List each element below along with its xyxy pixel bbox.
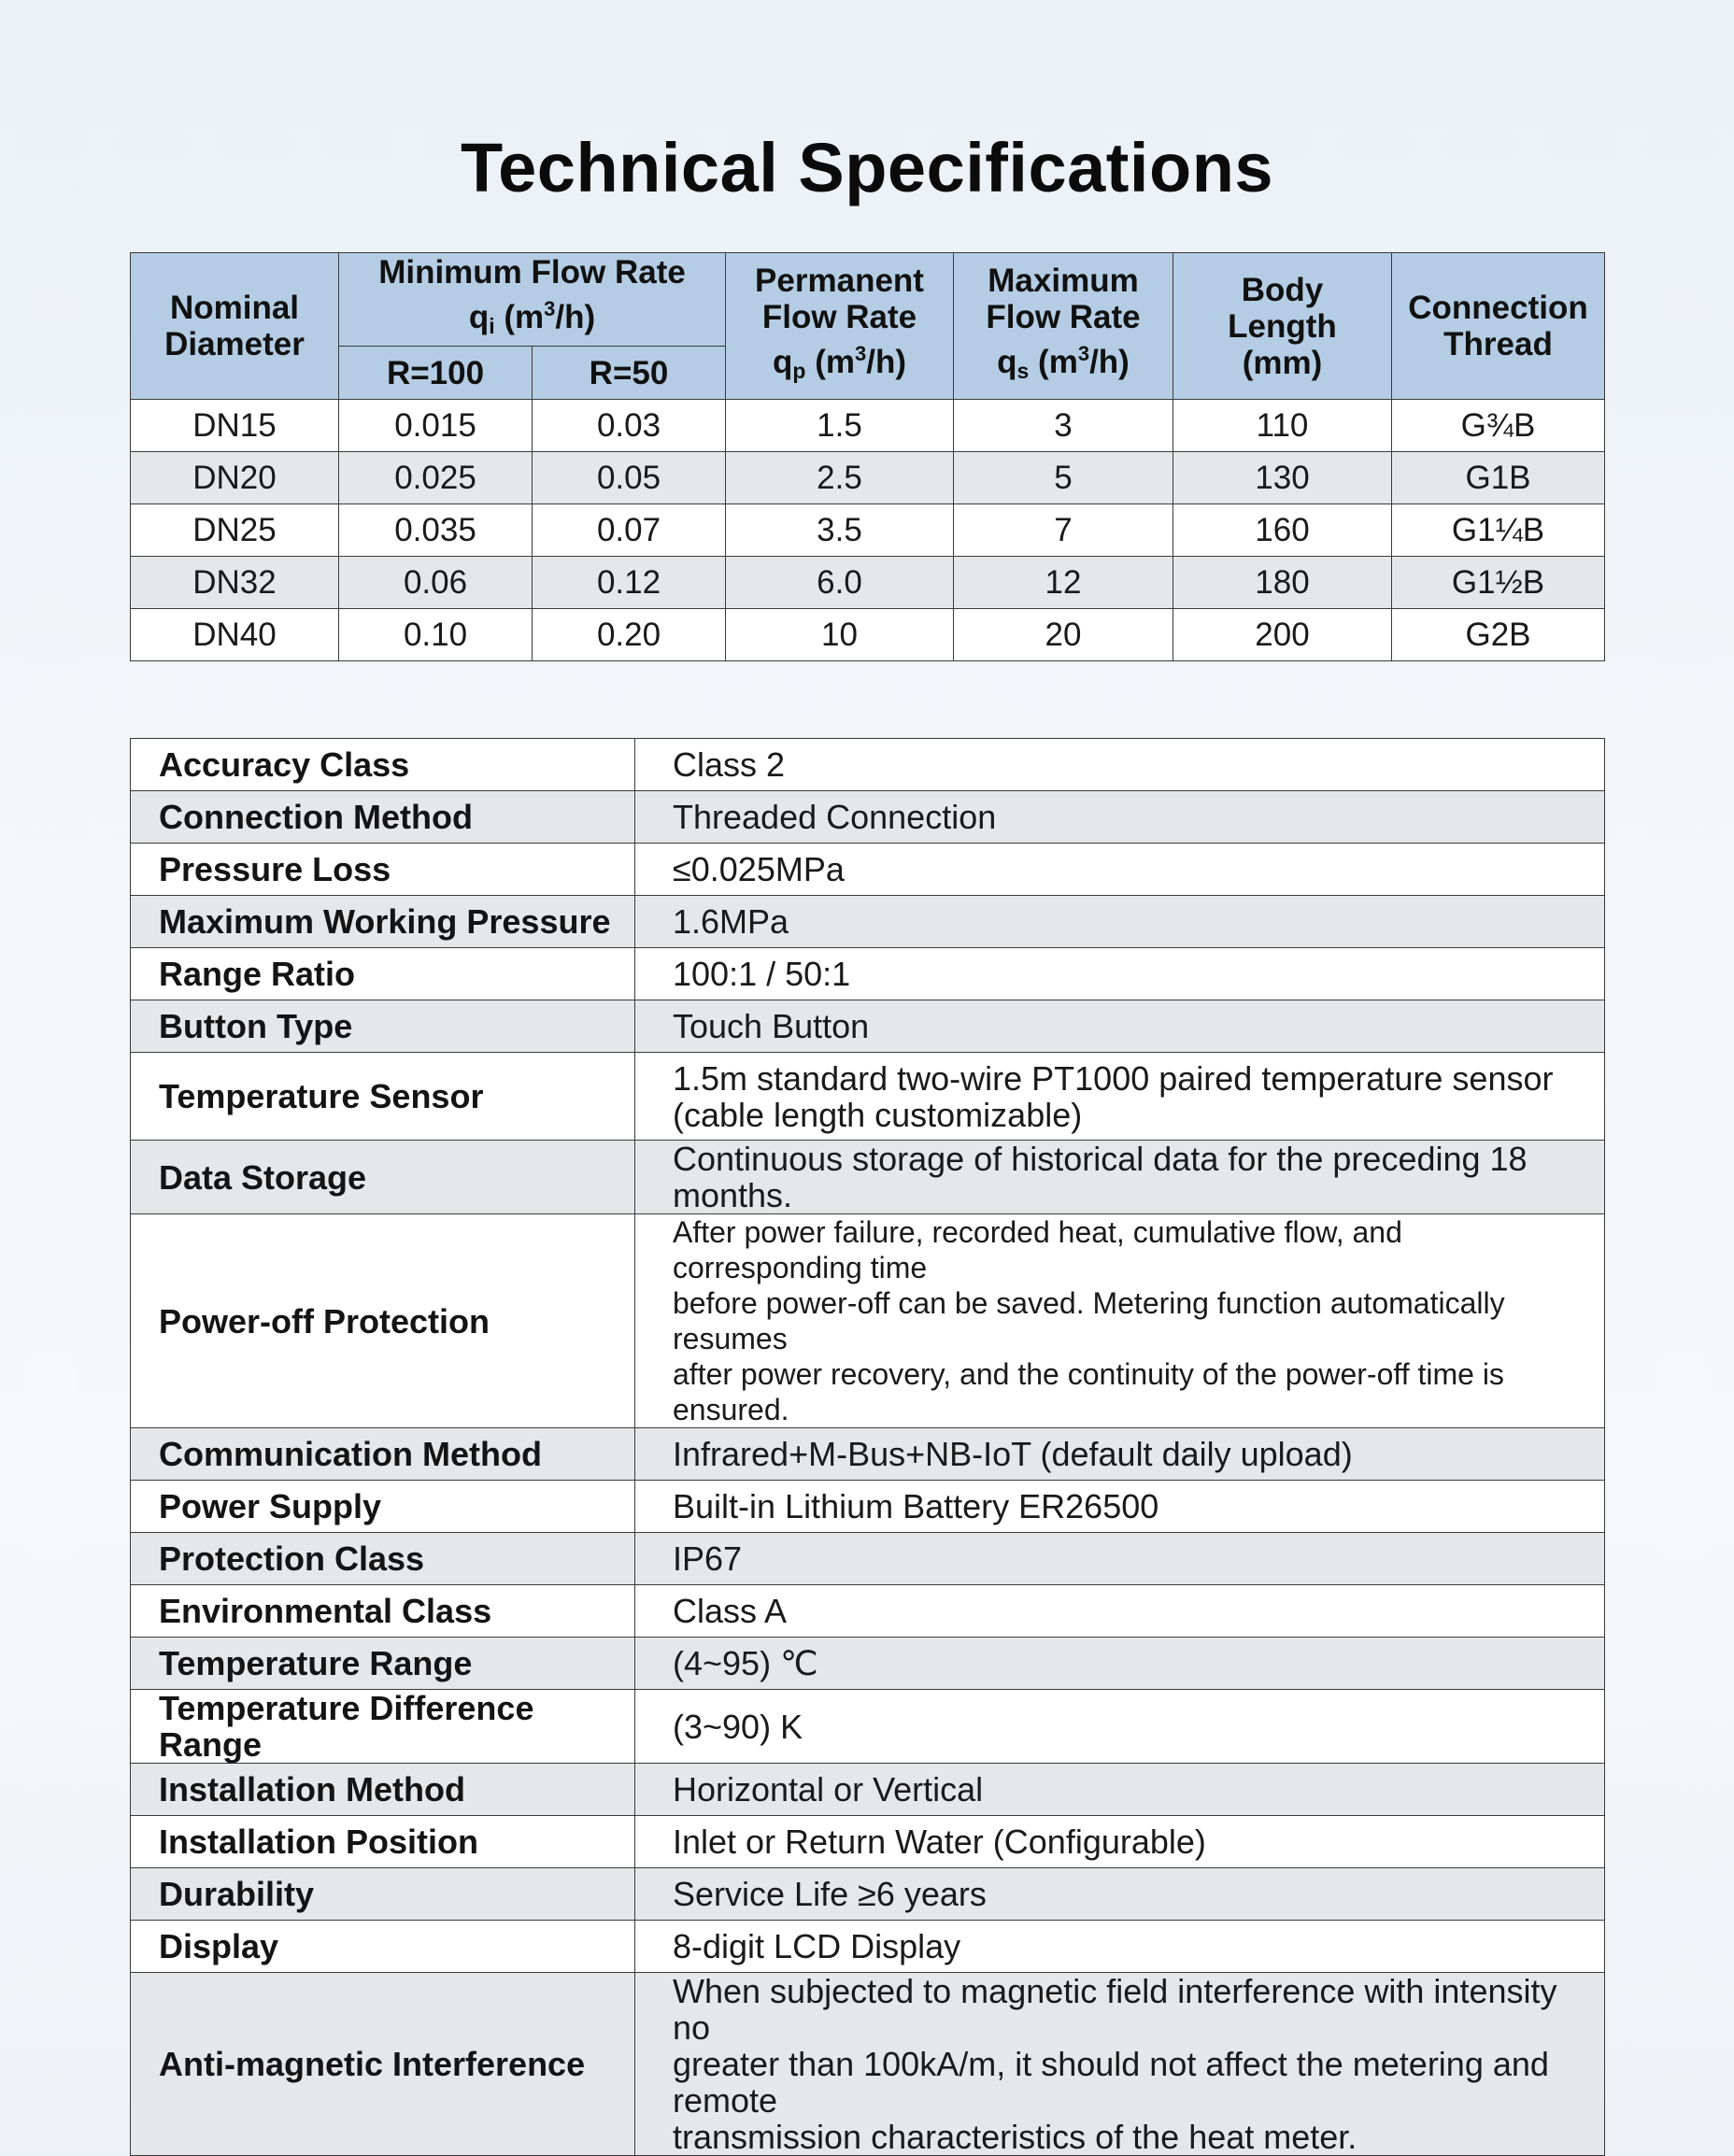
- property-row: [131, 1000, 1605, 1053]
- cell-r100: 0.025: [339, 452, 533, 504]
- property-key: Installation Method: [131, 1764, 635, 1816]
- cell-qp: 1.5: [726, 400, 954, 452]
- property-key: Temperature Range: [131, 1638, 635, 1690]
- property-key: Temperature Sensor: [131, 1053, 635, 1141]
- cell-dn: DN40: [131, 609, 339, 661]
- property-value: 8-digit LCD Display: [635, 1921, 1605, 1973]
- cell-length: 130: [1173, 452, 1392, 504]
- property-key: Protection Class: [131, 1533, 635, 1585]
- cell-r50: 0.12: [533, 557, 726, 609]
- cell-r100: 0.10: [339, 609, 533, 661]
- property-key: Maximum Working Pressure: [131, 896, 635, 948]
- property-value: (4~95) ℃: [635, 1638, 1605, 1690]
- property-key: Anti-magnetic Interference: [131, 1973, 635, 2156]
- cell-thread: G1B: [1392, 452, 1605, 504]
- cell-length: 160: [1173, 504, 1392, 557]
- property-value: 1.6MPa: [635, 896, 1605, 948]
- header-r100: R=100: [339, 347, 533, 400]
- cell-qs: 12: [954, 557, 1173, 609]
- property-row: [131, 739, 1605, 791]
- cell-qp: 2.5: [726, 452, 954, 504]
- property-value: Class A: [635, 1585, 1605, 1638]
- property-value: Built-in Lithium Battery ER26500: [635, 1481, 1605, 1533]
- property-key: Durability: [131, 1868, 635, 1921]
- property-row: [131, 896, 1605, 948]
- header-min-flow-rate: Minimum Flow Rate $q_i$ $(m^3/h)$: [339, 253, 726, 347]
- cell-r50: 0.07: [533, 504, 726, 557]
- property-row: [131, 1585, 1605, 1638]
- table-row: [131, 504, 1605, 557]
- property-key: Power Supply: [131, 1481, 635, 1533]
- property-value: ≤0.025MPa: [635, 844, 1605, 896]
- header-maximum-flow-rate: Maximum Flow Rate $q_s$ $(m^3/h)$: [954, 253, 1173, 400]
- property-value: Infrared+M-Bus+NB-IoT (default daily upload): [635, 1428, 1605, 1481]
- cell-qp: 6.0: [726, 557, 954, 609]
- property-row: [131, 1816, 1605, 1868]
- property-row: [131, 1141, 1605, 1214]
- property-row: [131, 1053, 1605, 1141]
- header-connection-thread: Connection Thread: [1392, 253, 1605, 400]
- property-value: After power failure, recorded heat, cumulative flow, and corresponding time before power-off can be saved. Metering function automatically resumes after power recovery, and the continuity of the power-off time is ensured.: [635, 1214, 1605, 1428]
- table-row: [131, 557, 1605, 609]
- property-key: Accuracy Class: [131, 739, 635, 791]
- property-key: Temperature Difference Range: [131, 1690, 635, 1764]
- property-row: [131, 844, 1605, 896]
- table-row: [131, 452, 1605, 504]
- property-value: 100:1 / 50:1: [635, 948, 1605, 1000]
- header-body-length: Body Length (mm): [1173, 253, 1392, 400]
- property-key: Display: [131, 1921, 635, 1973]
- cell-thread: G2B: [1392, 609, 1605, 661]
- property-value: 1.5m standard two-wire PT1000 paired temperature sensor (cable length customizable): [635, 1053, 1605, 1141]
- property-value: IP67: [635, 1533, 1605, 1585]
- cell-qp: 3.5: [726, 504, 954, 557]
- property-value: When subjected to magnetic field interference with intensity no greater than 100kA/m, it should not affect the metering and remote transmission characteristics of the heat meter.: [635, 1973, 1605, 2156]
- table-row: [131, 400, 1605, 452]
- cell-qs: 20: [954, 609, 1173, 661]
- cell-length: 110: [1173, 400, 1392, 452]
- cell-thread: G¾B: [1392, 400, 1605, 452]
- page-title: Technical Specifications: [460, 129, 1274, 206]
- property-key: Button Type: [131, 1000, 635, 1053]
- header-permanent-flow-rate: Permanent Flow Rate $q_p$ $(m^3/h)$: [726, 253, 954, 400]
- header-r50: R=50: [533, 347, 726, 400]
- property-value: Threaded Connection: [635, 791, 1605, 844]
- cell-qs: 7: [954, 504, 1173, 557]
- property-key: Range Ratio: [131, 948, 635, 1000]
- property-value: Horizontal or Vertical: [635, 1764, 1605, 1816]
- property-value: Touch Button: [635, 1000, 1605, 1053]
- cell-dn: DN32: [131, 557, 339, 609]
- property-row: [131, 1481, 1605, 1533]
- cell-qs: 5: [954, 452, 1173, 504]
- table-row: [131, 609, 1605, 661]
- property-value: Inlet or Return Water (Configurable): [635, 1816, 1605, 1868]
- property-key: Connection Method: [131, 791, 635, 844]
- property-key: Data Storage: [131, 1141, 635, 1214]
- cell-r50: 0.20: [533, 609, 726, 661]
- property-row: [131, 1428, 1605, 1481]
- property-row: [131, 948, 1605, 1000]
- property-key: Power-off Protection: [131, 1214, 635, 1428]
- property-value: Continuous storage of historical data for the preceding 18 months.: [635, 1141, 1605, 1214]
- cell-dn: DN15: [131, 400, 339, 452]
- property-key: Pressure Loss: [131, 844, 635, 896]
- property-row: [131, 1533, 1605, 1585]
- property-row: [131, 1638, 1605, 1690]
- property-key: Installation Position: [131, 1816, 635, 1868]
- property-key: Communication Method: [131, 1428, 635, 1481]
- cell-dn: DN20: [131, 452, 339, 504]
- cell-r50: 0.05: [533, 452, 726, 504]
- properties-table: [130, 738, 1605, 2156]
- property-value: Class 2: [635, 739, 1605, 791]
- cell-thread: G1½B: [1392, 557, 1605, 609]
- cell-dn: DN25: [131, 504, 339, 557]
- cell-r100: 0.015: [339, 400, 533, 452]
- property-row: [131, 1868, 1605, 1921]
- flow-spec-table: [130, 252, 1605, 661]
- cell-length: 200: [1173, 609, 1392, 661]
- property-value: (3~90) K: [635, 1690, 1605, 1764]
- header-nominal-diameter: Nominal Diameter: [131, 253, 339, 400]
- cell-length: 180: [1173, 557, 1392, 609]
- property-row: [131, 1214, 1605, 1428]
- property-row: [131, 1921, 1605, 1973]
- cell-r100: 0.06: [339, 557, 533, 609]
- property-row: [131, 1690, 1605, 1764]
- cell-thread: G1¼B: [1392, 504, 1605, 557]
- property-value: Service Life ≥6 years: [635, 1868, 1605, 1921]
- property-row: [131, 791, 1605, 844]
- cell-qs: 3: [954, 400, 1173, 452]
- property-key: Environmental Class: [131, 1585, 635, 1638]
- property-row: [131, 1973, 1605, 2156]
- cell-r100: 0.035: [339, 504, 533, 557]
- property-row: [131, 1764, 1605, 1816]
- cell-qp: 10: [726, 609, 954, 661]
- cell-r50: 0.03: [533, 400, 726, 452]
